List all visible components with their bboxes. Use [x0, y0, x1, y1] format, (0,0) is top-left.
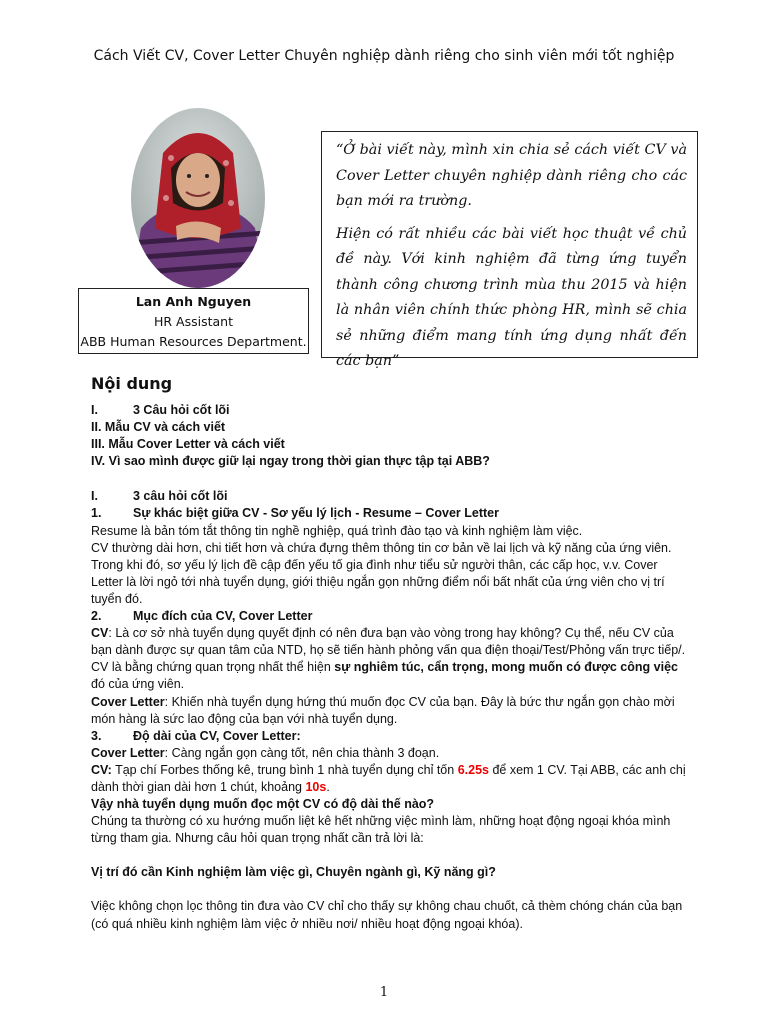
author-department: ABB Human Resources Department.: [80, 334, 307, 349]
subsection-3-cv-paragraph: CV: Tạp chí Forbes thống kê, trung bình 1 nhà tuyển dụng chỉ tốn 6.25s để xem 1 CV. Tại ABB, các anh chị dành thời gian dài hơn 1 chút, khoảng 10s.: [91, 762, 686, 794]
page-number: 1: [379, 985, 389, 1000]
subsection-1-paragraph-1: Resume là bản tóm tắt thông tin nghề nghiệp, quá trình đào tạo và kinh nghiệm làm việc.: [91, 523, 583, 538]
author-profile-box: [78, 288, 309, 354]
subsection-3-paragraph-1: Chúng ta thường có xu hướng muốn liệt kê hết những việc mình làm, những hoạt động ngoại khóa mình từng tham gia. Nhưng câu hỏi quan trọng nhất cần trả lời là:: [91, 814, 671, 846]
quote-paragraph-1: “Ở bài viết này, mình xin chia sẻ cách viết CV và Cover Letter chuyên nghiệp dành riêng cho các bạn mới ra trường.: [336, 142, 687, 209]
subsection-3-heading: 3. Độ dài của CV, Cover Letter:: [91, 728, 301, 743]
author-photo: [131, 108, 265, 288]
subsection-3-paragraph-2: Việc không chọn lọc thông tin đưa vào CV chỉ cho thấy sự không chau chuốt, cả thèm chóng chán của bạn (có quá nhiều kinh nghiệm làm việc ở nhiều nơi/ nhiều hoạt động ngoại khóa).: [91, 899, 683, 931]
subsection-2-cover-letter-paragraph: Cover Letter: Khiến nhà tuyển dụng hứng thú muốn đọc CV của bạn. Đây là bức thư ngắn gọn chào mời món hàng là sức lao động của bạn với nhà tuyển dụng.: [91, 694, 675, 726]
subsection-3-cover-letter-paragraph: Cover Letter: Càng ngắn gọn càng tốt, nên chia thành 3 đoạn.: [91, 745, 440, 760]
toc-item-3: III. Mẫu Cover Letter và cách viết: [91, 437, 285, 452]
subsection-1-paragraph-2: CV thường dài hơn, chi tiết hơn và chứa đựng thêm thông tin cơ bản về lai lịch và kỹ năng của ứng viên. Trong khi đó, sơ yếu lý lịch đề cập đến yếu tố gia đình như tiểu sử người thân, các cấp học, v.v. Cover Letter là lời ngỏ tới nhà tuyển dụng, giới thiệu ngắn gọn những điểm nổi bất nhất của ứng viên cho vị trí tuyển đó.: [91, 540, 672, 606]
subsection-3-question: Vậy nhà tuyển dụng muốn đọc một CV có độ dài thế nào?: [91, 797, 435, 812]
quote-paragraph-2: Hiện có rất nhiều các bài viết học thuật về chủ đề này. Với kinh nghiệm đã từng ứng tuyển thành công chương trình mùa thu 2015 và hiện là nhân viên chính thức phòng HR, mình sẽ chia sẻ những điểm mang tính ứng dụng nhất đến các bạn”: [336, 225, 687, 369]
author-name: Lan Anh Nguyen: [135, 294, 252, 309]
toc-heading: Nội dung: [91, 374, 173, 393]
subsection-1-heading: 1. Sự khác biệt giữa CV - Sơ yếu lý lịch - Resume – Cover Letter: [91, 506, 499, 521]
intro-quote-box: [321, 131, 698, 369]
subsection-2-cv-paragraph: CV: Là cơ sở nhà tuyển dụng quyết định có nên đưa bạn vào vòng trong hay không? Cụ thể, nếu CV của bạn dành được sự quan tâm của NTD, họ sẽ tiến hành phỏng vấn qua điện thoại/Test/Phỏng vấn trực tiếp/. CV là bằng chứng quan trọng nhất thể hiện sự nghiêm túc, cẩn trọng, mong muốn có được công việc đó của ứng viên.: [91, 626, 686, 692]
document-body: [91, 372, 691, 933]
key-question: Vị trí đó cần Kinh nghiệm làm việc gì, Chuyên ngành gì, Kỹ năng gì?: [91, 865, 496, 880]
subsection-2-heading: 2. Mục đích của CV, Cover Letter: [91, 609, 313, 624]
document-title: Cách Viết CV, Cover Letter Chuyên nghiệp dành riêng cho sinh viên mới tốt nghiệp: [93, 48, 675, 64]
toc-item-1: I. 3 Câu hỏi cốt lõi: [91, 403, 230, 417]
author-role: HR Assistant: [153, 314, 233, 329]
section-1-heading: I. 3 câu hỏi cốt lõi: [91, 489, 228, 504]
toc-item-4: IV. Vì sao mình được giữ lại ngay trong thời gian thực tập tại ABB?: [91, 454, 490, 469]
author-portrait-image: [131, 108, 265, 288]
toc-item-2: II. Mẫu CV và cách viết: [91, 420, 226, 435]
